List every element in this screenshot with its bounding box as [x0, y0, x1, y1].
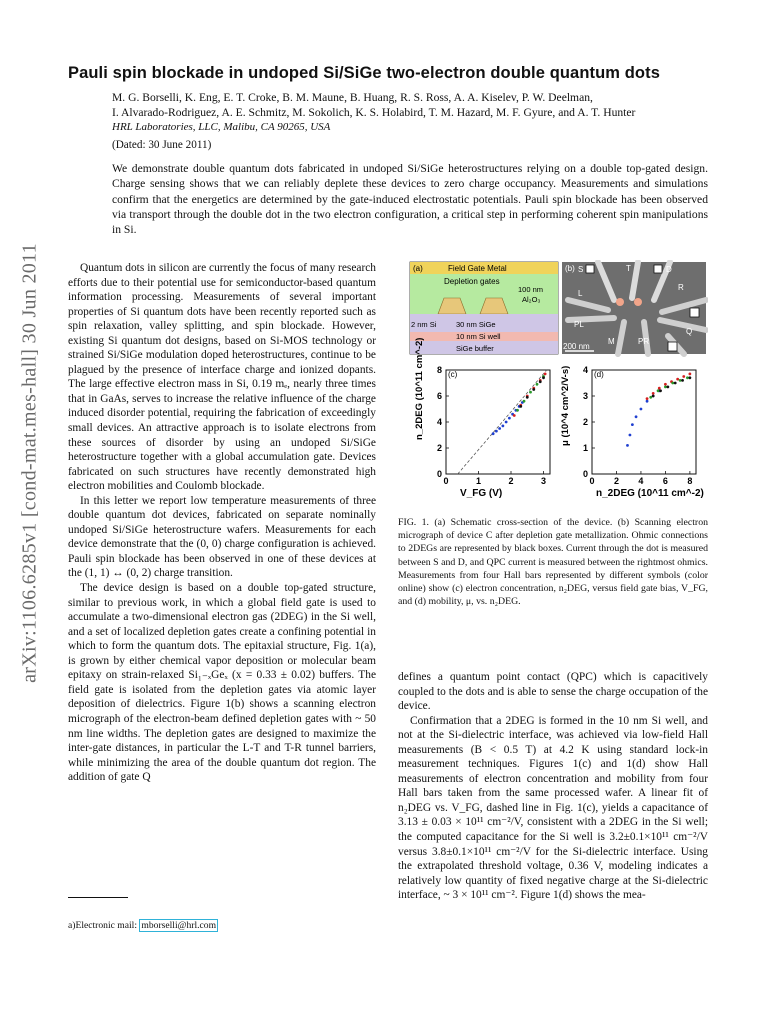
author-list — [112, 91, 712, 120]
affiliation: HRL Laboratories, LLC, Malibu, CA 90265, USA — [112, 121, 331, 133]
gate-label-d: D — [666, 265, 672, 274]
well-label: 10 nm Si well — [456, 332, 501, 341]
x-tick-label: 0 — [443, 476, 449, 486]
data-point — [539, 380, 542, 383]
data-point — [688, 373, 691, 376]
figure-caption: FIG. 1. (a) Schematic cross-section of the device. (b) Scanning electron micrograph of device C after depletion gate metallization. Ohmic connections to 2DEGs are represented by black boxes. Current through the dot is measured between S and D, and QPC current is measured between the rightmost ohmics. Measurements from four Hall bars represented by different symbols (color online) show (c) electron concentration, n₂DEG, versus field gate bias, V_FG, and (d) mobility, μ, vs. n₂DEG. — [398, 517, 708, 608]
buffer-label: SiGe buffer — [456, 344, 494, 353]
x-tick-label: 3 — [540, 476, 547, 486]
data-point — [626, 444, 629, 447]
gate-label-s: S — [578, 265, 584, 274]
panel-a-cross-section — [410, 262, 558, 354]
ohmic-q-icon — [668, 342, 677, 351]
data-point — [498, 427, 501, 430]
data-point — [635, 415, 638, 418]
data-point — [631, 423, 634, 426]
data-point — [679, 379, 682, 382]
body-column-right — [398, 670, 708, 903]
data-point — [523, 400, 526, 403]
gate-label-pl: PL — [574, 320, 584, 329]
y-tick-label: 0 — [436, 469, 442, 479]
data-point — [652, 392, 655, 395]
gate-label-r: R — [678, 283, 684, 292]
panel-d-ylabel: μ (10^4 cm^2/V-s) — [560, 365, 571, 446]
data-point — [629, 434, 632, 437]
data-point — [513, 414, 516, 417]
scale-bar-label: 200 nm — [563, 342, 590, 351]
gate-label-l: L — [578, 289, 583, 298]
data-point — [492, 432, 495, 435]
panel-b-label: (b) — [565, 264, 575, 273]
data-point — [519, 405, 522, 408]
cap-label: 2 nm Si — [411, 320, 437, 329]
linear-fit-line — [458, 370, 547, 474]
arxiv-stamp — [14, 228, 46, 698]
data-point — [508, 417, 511, 420]
y-tick-label: 0 — [582, 469, 588, 479]
field-gate-label: Field Gate Metal — [448, 264, 507, 273]
body-column-left — [68, 261, 376, 785]
gate-label-m: M — [608, 337, 615, 346]
data-point — [682, 375, 685, 378]
data-point — [529, 391, 532, 394]
dot-left — [616, 298, 624, 306]
panel-c-xlabel: V_FG (V) — [460, 488, 503, 499]
y-tick-label: 4 — [582, 365, 588, 375]
paragraph-hall: Confirmation that a 2DEG is formed in the 10 nm Si well, and not at the Si-dielectric interface, was achieved via low-field Hall measurements (B < 0.5 T) at 4.2 K using standard lock-in measurement techniques. Figures 1(c) and 1(d) show Hall measurements of electron concentration and mobility from four Hall bars taken from the same processed wafer. A linear fit of n₂DEG vs. V_FG, dashed line in Fig. 1(c), yields a capacitance of 3.13 ± 0.03 × 10¹¹ cm⁻²/V, consistent with a 2DEG in the Si well; the computed capacitance for the Si well is 3.2±0.1×10¹¹ cm⁻²/V versus 3.8±0.1×10¹¹ cm⁻²/V for the Si-dielectric interface. Using the extrapolated threshold voltage, 0.36 V, modeling indicates a relatively low quantity of fixed negative charge at the Si-dielectric interface, ~ 3 × 10¹¹ cm⁻². Figure 1(d) shows the mea- — [398, 714, 708, 902]
panel-b-sem — [562, 262, 706, 354]
y-tick-label: 6 — [436, 391, 442, 401]
paper-title: Pauli spin blockade in undoped Si/SiGe two-electron double quantum dots — [68, 64, 660, 82]
sige-label: 30 nm SiGe — [456, 320, 496, 329]
ohmic-d-icon — [654, 265, 662, 273]
authors-line-1 — [112, 91, 712, 106]
panel-d-chart — [560, 365, 704, 499]
abstract: We demonstrate double quantum dots fabricated in undoped Si/SiGe heterostructures relying on a double top-gated design. Charge sensing shows that we can reliably deplete these devices to zero charge occupancy. Measurements and simulations confirm that the energetics are determined by the gate-induced electrostatic potentials. Pauli spin blockade has been observed via transport through the double dot in the two electron configuration, a critical step in performing coherent spin manipulations in Si. — [112, 162, 708, 237]
footnote-rule — [68, 897, 128, 898]
x-tick-label: 1 — [475, 476, 482, 486]
paragraph-design: The device design is based on a double top-gated structure, similar to previous work, in which a global field gate is used to accumulate a two-dimensional electron gas (2DEG) in the Si well, and a set of localized depletion gates create a confining potential in which to form the quantum dots. The epitaxial structure, Fig. 1(a), is grown by either chemical vapor deposition or molecular beam epitaxy on strain-relaxed Si₁₋ₓGeₓ (x = 0.33 ± 0.02) buffers. The field gate is isolated from the depletion gates via atomic layer deposition of dielectrics. Figure 1(b) shows a scanning electron micrograph of the electron-beam defined depletion gates with ~ 50 nm line widths. The depletion gates are designed to maximize the inter-gate distances, in particular the L-T and T-R tunnel barriers, while minimizing the area of the double quantum dot region. The addition of gate Q — [68, 582, 376, 784]
panel-d-label: (d) — [594, 370, 604, 379]
data-point — [646, 400, 649, 403]
data-point — [652, 395, 655, 398]
y-tick-label: 2 — [436, 443, 442, 453]
data-point — [666, 386, 669, 389]
x-tick-label: 2 — [508, 476, 514, 486]
data-point — [657, 389, 660, 392]
data-point — [542, 376, 545, 379]
dot-right — [634, 298, 642, 306]
data-point — [532, 388, 535, 391]
authors-line-2: I. Alvarado-Rodriguez, A. E. Schmitz, M. Sokolich, K. S. Holabird, T. M. Hazard, M. F. Gyure, and A. T. Hunter — [112, 105, 636, 119]
y-tick-label: 2 — [582, 417, 588, 427]
data-point — [671, 382, 674, 385]
panel-c-chart — [414, 338, 550, 499]
data-point — [674, 382, 677, 385]
x-tick-label: 2 — [613, 476, 619, 486]
data-point — [659, 389, 662, 392]
arxiv-stamp-text: arXiv:1106.6285v1 [cond-mat.mes-hall] 30 Jun 2011 — [18, 243, 41, 683]
data-point — [658, 387, 661, 390]
data-point — [526, 396, 529, 399]
date-line: (Dated: 30 June 2011) — [112, 139, 212, 151]
data-point — [640, 408, 643, 411]
paragraph-report: In this letter we report low temperature measurements of three double quantum dot devices, fabricated on separate nominally undoped Si/SiGe heterostructure wafers. Measurements for each device demonstrate that the (0, 0) charge configuration is achieved. Pauli spin blockade has been observed in one of these devices at the (1, 1) ↔ (0, 2) charge transition. — [68, 494, 376, 580]
footnote-prefix: a)Electronic mail: — [68, 920, 140, 931]
ohmic-s-icon — [586, 265, 594, 273]
x-tick-label: 8 — [687, 476, 693, 486]
y-tick-label: 1 — [582, 443, 588, 453]
figure-1 — [408, 260, 708, 500]
gate-label-t: T — [626, 264, 631, 273]
email-link[interactable]: mborselli@hrl.com — [141, 920, 217, 931]
data-point — [688, 376, 691, 379]
authors-line-1-text: M. G. Borselli, K. Eng, E. T. Croke, B. M. Maune, B. Huang, R. S. Ross, A. A. Kiselev, P. W. Deelman, — [112, 91, 593, 104]
data-point — [686, 376, 689, 379]
oxide-label: Al₂O₃ — [522, 295, 541, 304]
panel-d-xlabel: n_2DEG (10^11 cm^-2) — [596, 488, 704, 499]
data-point — [501, 425, 504, 428]
y-tick-label: 3 — [582, 391, 588, 401]
data-point — [495, 430, 498, 433]
panel-a-label: (a) — [413, 264, 423, 273]
oxide-thickness-label: 100 nm — [518, 285, 544, 294]
x-tick-label: 4 — [638, 476, 644, 486]
data-point — [516, 409, 519, 412]
data-point — [681, 379, 684, 382]
panel-c-label: (c) — [448, 370, 458, 379]
plot-frame — [592, 370, 696, 474]
data-point — [649, 396, 652, 399]
paragraph-intro: Quantum dots in silicon are currently the focus of many research efforts due to their potential use for semiconductor-based quantum information processing. Measurements of several important properties of Si quantum dots have been recently reported such as spin relaxation, valley splitting, and spin blockade. However, existing Si quantum dot designs, based on Si-MOS technology or strained Si/SiGe modulation doped heterostructures, continue to be plagued by the presence of interface charge and ionized dopants. The large effective electron mass in Si, 0.19 mₑ, nearly three times that in GaAs, serves to increase the relative influence of the charge induced disorder potential, requiring the fabrication of exceedingly small devices. An attractive approach is to isolate electrons from these sources of disorder by using an undoped Si/SiGe heterostructure together with a global accumulation gate. Devices fabricated on such structures have recently demonstrated high electron mobilities and Coulomb blockade. — [68, 262, 376, 493]
depletion-gates-label: Depletion gates — [444, 277, 500, 286]
x-tick-label: 0 — [589, 476, 595, 486]
data-point — [646, 397, 649, 400]
y-tick-label: 4 — [436, 417, 442, 427]
gate-label-pr: PR — [638, 337, 650, 346]
data-point — [536, 383, 539, 386]
data-point — [676, 378, 679, 381]
data-point — [664, 383, 667, 386]
paragraph-qpc: defines a quantum point contact (QPC) which is capacitively coupled to the dots and is able to sense the charge occupation of the device. — [398, 671, 708, 713]
gate-label-q: Q — [686, 327, 693, 336]
data-point — [664, 386, 667, 389]
ohmic-r-icon — [690, 308, 699, 317]
footnote — [68, 920, 218, 931]
data-point — [505, 421, 508, 424]
y-tick-label: 8 — [436, 365, 442, 375]
x-tick-label: 6 — [662, 476, 668, 486]
data-point — [544, 373, 547, 376]
panel-c-ylabel: n_2DEG (10^11 cm^-2) — [414, 337, 425, 440]
plot-frame — [446, 370, 550, 474]
